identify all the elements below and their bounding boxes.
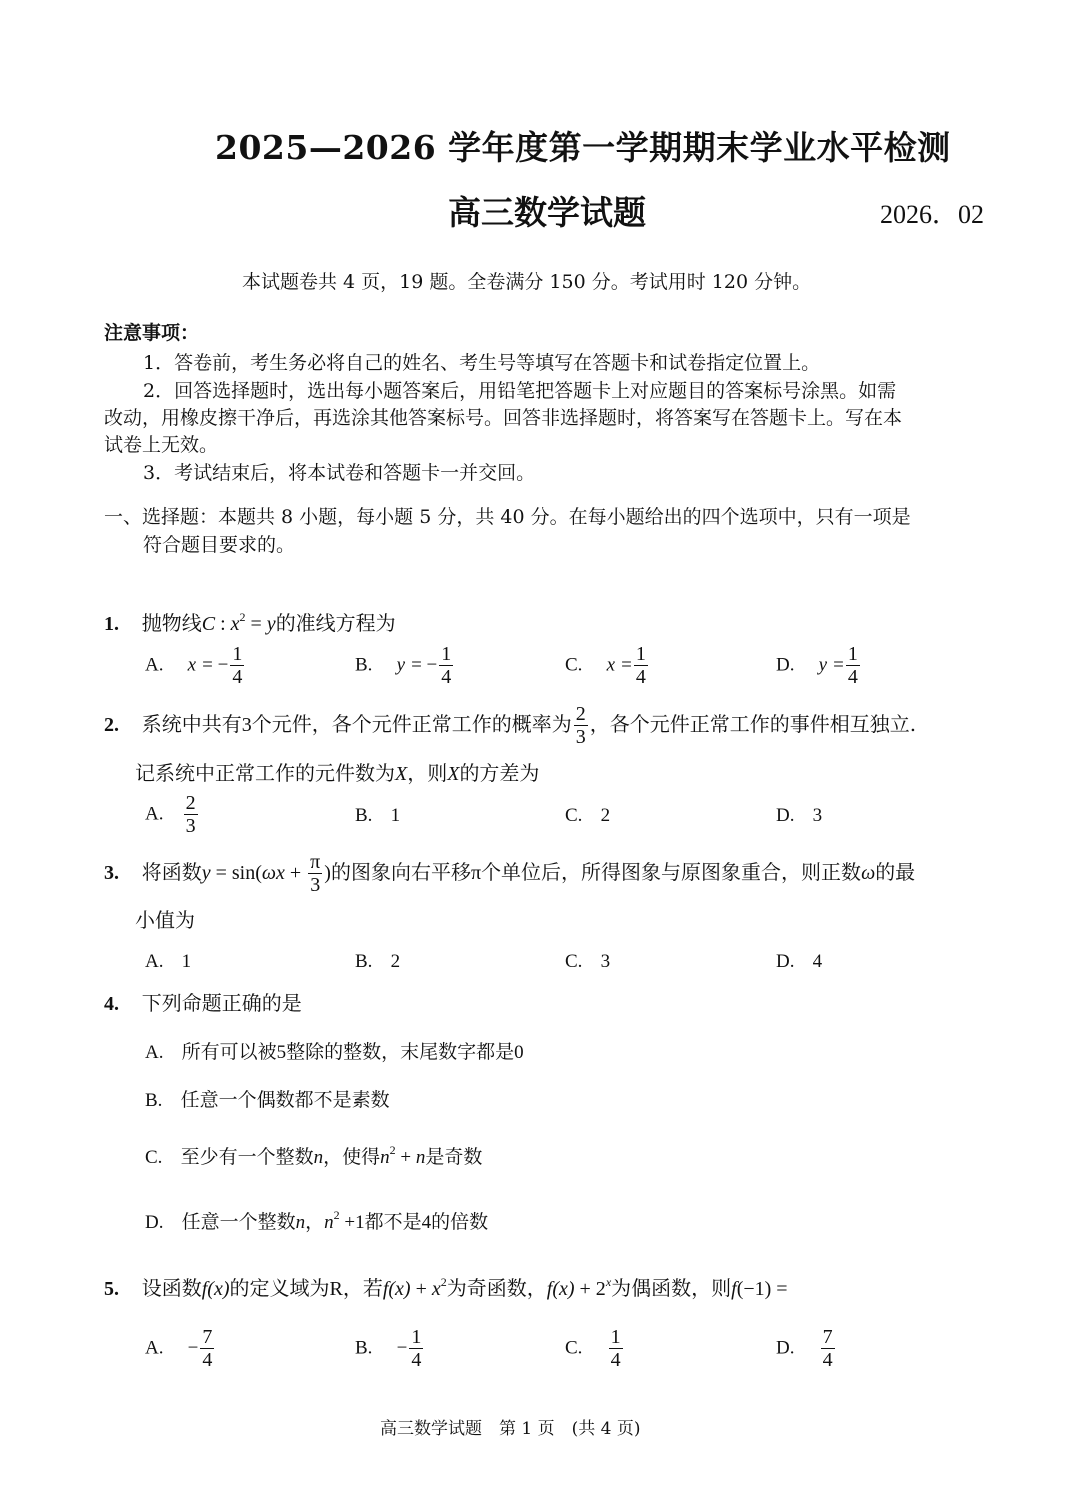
math-var: y [818, 654, 828, 676]
option-value: 3 [600, 951, 611, 972]
notice-item-2-line-3: 试卷上无效。 [104, 434, 219, 456]
math-number: 0 [514, 1042, 524, 1063]
math-number: 5 [276, 1042, 287, 1063]
option-label: A. [145, 1042, 164, 1063]
math-var: n [380, 1147, 390, 1168]
option-value: 2 [600, 805, 611, 826]
math-number: 3 [241, 714, 252, 736]
math-var: (x) [207, 1278, 230, 1300]
exam-date: 2026．02 [880, 200, 985, 229]
math-var: x [431, 1278, 441, 1300]
notice-item-2-line-2: 改动，用橡皮擦干净后，再选涂其他答案标号。回答非选择题时，将答案写在答题卡上。写在本 [104, 407, 903, 429]
math-op: + [395, 1147, 416, 1168]
option-value: 3 [812, 805, 823, 826]
question-text: 记系统中正常工作的元件数为 [135, 761, 395, 785]
option-label: A. [145, 1337, 164, 1359]
fraction [200, 1326, 214, 1371]
math-op: + [410, 1278, 432, 1300]
q4-option-d[interactable] [145, 1207, 488, 1234]
question-text: 设函数 [141, 1276, 202, 1300]
math-op: ) [324, 862, 331, 884]
question-4 [104, 987, 302, 1016]
option-label: D. [145, 1212, 164, 1233]
q3-option-b[interactable] [355, 950, 400, 973]
question-text: 抛物线 [141, 611, 202, 635]
math-var: f [546, 1278, 553, 1300]
math-var: y [266, 613, 276, 635]
fraction-numerator: 1 [635, 643, 646, 665]
math-var: n [324, 1212, 334, 1233]
question-text: 将函数 [141, 860, 202, 884]
q2-option-d[interactable] [776, 804, 822, 827]
question-number: 2. [104, 714, 119, 736]
exam-intro: 本试题卷共 4 页，19 题。全卷满分 150 分。考试用时 120 分钟。 [242, 271, 812, 293]
math-var: y [201, 862, 211, 884]
option-text: 都不是 [364, 1211, 422, 1233]
math-op: + [284, 862, 307, 884]
fraction-numerator: 1 [441, 643, 452, 665]
option-value: 1 [390, 805, 401, 826]
q3-option-c[interactable] [565, 950, 610, 973]
math-var: y [396, 654, 406, 676]
option-label: D. [776, 951, 795, 972]
fraction-denominator: 4 [610, 1349, 621, 1371]
math-symbol: π [470, 862, 482, 884]
q5-option-b[interactable] [355, 1326, 425, 1371]
question-text: ，若 [342, 1276, 383, 1300]
question-number: 3. [104, 862, 119, 884]
question-text: 的定义域为 [229, 1276, 330, 1300]
option-label: A. [145, 951, 164, 972]
fraction-numerator: 2 [185, 792, 196, 814]
option-label: A. [145, 654, 164, 676]
math-op: : [215, 613, 231, 635]
q1-option-a[interactable] [145, 643, 246, 688]
option-text: 至少有一个整数 [180, 1146, 314, 1168]
question-5 [104, 1272, 788, 1301]
question-3 [104, 851, 915, 896]
math-var: X [447, 763, 460, 785]
fraction [184, 792, 198, 837]
fraction-numerator: 2 [575, 703, 586, 725]
question-text: 个元件，各个元件正常工作的概率为 [251, 712, 572, 736]
question-text: 为偶函数，则 [611, 1276, 732, 1300]
math-exponent: 2 [440, 1275, 447, 1289]
fraction-denominator: 4 [202, 1349, 213, 1371]
fraction-denominator: 3 [310, 874, 321, 896]
q5-option-a[interactable] [145, 1326, 216, 1371]
math-op: = [245, 613, 267, 635]
fraction [439, 643, 453, 688]
math-var: (x) [388, 1278, 411, 1300]
fraction-numerator: π [310, 851, 321, 873]
math-op: = [621, 654, 632, 676]
fraction-numerator: 1 [847, 643, 858, 665]
fraction [846, 643, 860, 688]
question-text: ，各个元件正常工作的事件相互独立. [589, 712, 917, 736]
notice-item-1: 1．答卷前，考生务必将自己的姓名、考生号等填写在答题卡和试卷指定位置上。 [143, 352, 821, 374]
q4-option-c[interactable] [145, 1142, 482, 1169]
option-label: B. [355, 951, 373, 972]
q2-option-c[interactable] [565, 804, 610, 827]
notice-heading: 注意事项： [104, 322, 200, 344]
fraction-denominator: 4 [441, 666, 452, 688]
fraction [609, 1326, 623, 1371]
q3-option-d[interactable] [776, 950, 822, 973]
math-exponent: x [605, 1275, 612, 1289]
fraction [821, 1326, 835, 1371]
section-heading-line-1: 一、选择题：本题共 8 小题，每小题 5 分，共 40 分。在每小题给出的四个选项中，只有一项是 [104, 506, 911, 528]
option-text: 所有可以被 [181, 1041, 277, 1063]
math-var: x [187, 654, 197, 676]
fraction-numerator: 1 [232, 643, 243, 665]
fraction-denominator: 4 [822, 1349, 833, 1371]
math-op: − [396, 1337, 408, 1359]
question-1 [104, 607, 396, 636]
option-text: ， [305, 1211, 325, 1233]
math-op: = [833, 654, 844, 676]
q5-option-c[interactable] [565, 1326, 625, 1371]
math-op: = sin( [210, 862, 262, 884]
fraction [574, 703, 588, 748]
fraction-denominator: 4 [847, 666, 858, 688]
option-label: C. [565, 1337, 583, 1359]
fraction-numerator: 7 [822, 1326, 833, 1348]
notice-item-2-line-1: 2．回答选择题时，选出每小题答案后，用铅笔把答题卡上对应题目的答案标号涂黑。如需 [143, 380, 897, 402]
math-var: ω [861, 862, 876, 884]
question-3-line-2: 小值为 [135, 908, 195, 932]
math-op: + 2 [574, 1278, 606, 1300]
option-text: 任意一个整数 [181, 1211, 296, 1233]
option-label: B. [355, 654, 373, 676]
page-footer: 高三数学试题 第 1 页 (共 4 页) [380, 1419, 641, 1439]
fraction-numerator: 7 [202, 1326, 213, 1348]
option-value: 2 [390, 951, 401, 972]
question-number: 5. [104, 1278, 119, 1300]
q4-option-b[interactable] [145, 1085, 390, 1112]
question-text: 为奇函数， [446, 1276, 547, 1300]
math-number: 4 [421, 1212, 432, 1233]
q1-option-b[interactable] [355, 643, 455, 688]
option-value: 1 [181, 951, 192, 972]
math-exponent: 2 [389, 1143, 396, 1157]
fraction-denominator: 4 [232, 666, 243, 688]
math-var: f [731, 1278, 737, 1300]
question-text: 的图象向右平移 [330, 860, 471, 884]
math-var: x [606, 654, 616, 676]
option-label: C. [565, 805, 583, 826]
question-text: 的最 [875, 860, 916, 884]
math-op: +1 [339, 1212, 365, 1233]
option-text: 任意一个偶数都不是素数 [180, 1089, 390, 1111]
question-2-line-2 [135, 757, 539, 786]
fraction [409, 1326, 423, 1371]
fraction [634, 643, 648, 688]
question-text: ，则 [407, 761, 448, 785]
question-text: 个单位后，所得图象与原图象重合，则正数 [481, 860, 862, 884]
option-text: 是奇数 [425, 1146, 483, 1168]
option-label: D. [776, 805, 795, 826]
section-heading-line-2: 符合题目要求的。 [143, 534, 296, 556]
q1-option-d[interactable] [776, 643, 862, 688]
q3-option-a[interactable] [145, 950, 191, 973]
math-var: n [415, 1147, 426, 1168]
notice-item-3: 3．考试结束后，将本试卷和答题卡一并交回。 [143, 462, 536, 484]
question-2 [104, 703, 916, 748]
option-label: B. [145, 1090, 163, 1111]
math-var: ωx [261, 862, 285, 884]
question-text: 下列命题正确的是 [141, 991, 302, 1015]
option-label: D. [776, 654, 795, 676]
math-exponent: 2 [333, 1208, 340, 1222]
q2-option-a[interactable] [145, 792, 200, 837]
math-op: − [187, 1337, 199, 1359]
math-var: x [230, 613, 240, 635]
fraction [308, 851, 322, 896]
math-exponent: 2 [239, 610, 246, 624]
math-var: n [295, 1212, 306, 1233]
question-number: 4. [104, 993, 119, 1015]
option-label: A. [145, 803, 164, 825]
math-var: X [395, 763, 408, 785]
exam-subtitle: 高三数学试题 [448, 193, 646, 232]
q5-option-d[interactable] [776, 1326, 837, 1371]
fraction-denominator: 3 [185, 815, 196, 837]
option-label: B. [355, 1337, 373, 1359]
math-var: f [382, 1278, 389, 1300]
question-text: 系统中共有 [141, 712, 242, 736]
fraction-numerator: 1 [411, 1326, 422, 1348]
option-label: C. [565, 951, 583, 972]
q4-option-a[interactable] [145, 1037, 524, 1064]
option-label: B. [355, 805, 373, 826]
math-var: (x) [552, 1278, 575, 1300]
math-op: = − [411, 654, 438, 676]
math-op: (−1) = [736, 1278, 788, 1300]
fraction [230, 643, 244, 688]
option-label: D. [776, 1337, 795, 1359]
question-text: 的方差为 [459, 761, 540, 785]
exam-title: 2025—2026 学年度第一学期期末学业水平检测 [215, 128, 951, 167]
option-text: ，使得 [323, 1146, 381, 1168]
fraction-denominator: 4 [635, 666, 646, 688]
option-label: C. [565, 654, 583, 676]
math-var: C [201, 613, 216, 635]
q1-option-c[interactable] [565, 643, 650, 688]
option-label: C. [145, 1147, 163, 1168]
option-text: 的倍数 [431, 1211, 489, 1233]
question-number: 1. [104, 613, 119, 635]
option-text: 整除的整数，末尾数字都是 [286, 1041, 515, 1063]
fraction-numerator: 1 [610, 1326, 621, 1348]
question-text: 的准线方程为 [275, 611, 396, 635]
fraction-denominator: 3 [575, 726, 586, 748]
math-var: f [201, 1278, 208, 1300]
math-var: n [313, 1147, 324, 1168]
math-symbol: R [329, 1278, 343, 1300]
math-op: = − [202, 654, 229, 676]
fraction-denominator: 4 [411, 1349, 422, 1371]
q2-option-b[interactable] [355, 804, 400, 827]
option-value: 4 [812, 951, 823, 972]
